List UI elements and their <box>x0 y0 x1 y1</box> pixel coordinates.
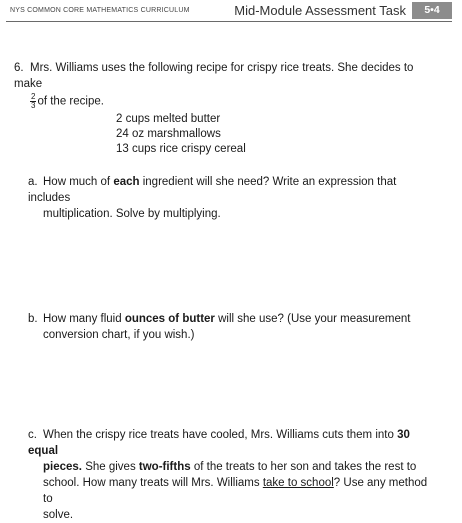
page-header <box>6 1 452 22</box>
task-title: Mid-Module Assessment Task <box>234 3 406 18</box>
question-text: Mrs. Williams uses the following recipe for crispy rice treats. She decides to make <box>14 62 414 90</box>
part-c-text: She gives <box>82 461 139 473</box>
ingredient-item: 13 cups rice crispy cereal <box>116 143 246 155</box>
question-6 <box>14 60 434 110</box>
part-c-text: ? Use any method to <box>43 477 428 505</box>
part-a <box>28 174 438 222</box>
part-b <box>28 311 438 343</box>
curriculum-label: NYS COMMON CORE MATHEMATICS CURRICULUM <box>10 7 190 14</box>
part-a-label: a. <box>28 176 38 188</box>
part-c <box>28 427 438 523</box>
fraction-numerator: 2 <box>31 92 36 101</box>
question-line-2 <box>14 93 434 110</box>
part-c-underlined: take to school <box>262 477 334 489</box>
part-a-text: How much of <box>43 176 114 188</box>
part-c-line-3 <box>28 475 438 507</box>
part-c-label: c. <box>28 429 37 441</box>
part-a-text: ingredient will she need? Write an expression that includes <box>28 176 397 204</box>
ingredient-list <box>116 112 246 157</box>
part-c-line-4: solve. <box>43 509 74 521</box>
part-c-bold: 30 equal <box>28 429 410 457</box>
question-line-1 <box>14 60 434 92</box>
part-c-bold: two-fifths <box>138 461 191 473</box>
ingredient-item: 2 cups melted butter <box>116 113 221 125</box>
part-b-line-2: conversion chart, if you wish.) <box>43 329 195 341</box>
part-c-text: of the treats to her son and takes the rest to <box>190 461 417 473</box>
part-b-label: b. <box>28 313 38 325</box>
part-c-line-2 <box>28 459 438 475</box>
question-text-end: of the recipe. <box>37 95 104 108</box>
fraction-two-thirds <box>30 93 36 110</box>
part-c-text: When the crispy rice treats have cooled, Mrs. Williams cuts them into <box>43 429 398 441</box>
part-b-text: How many fluid <box>43 313 125 325</box>
module-badge: 5•4 <box>412 2 452 19</box>
part-c-text: school. How many treats will Mrs. Williams <box>43 477 263 489</box>
question-number: 6. <box>14 62 24 74</box>
part-b-bold: ounces of butter <box>124 313 215 325</box>
part-a-line-2: multiplication. Solve by multiplying. <box>43 208 221 220</box>
part-c-bold: pieces. <box>43 461 82 473</box>
ingredient-item: 24 oz marshmallows <box>116 128 221 140</box>
part-b-text: will she use? (Use your measurement <box>214 313 411 325</box>
fraction-denominator: 3 <box>31 101 36 110</box>
part-a-bold: each <box>113 176 140 188</box>
